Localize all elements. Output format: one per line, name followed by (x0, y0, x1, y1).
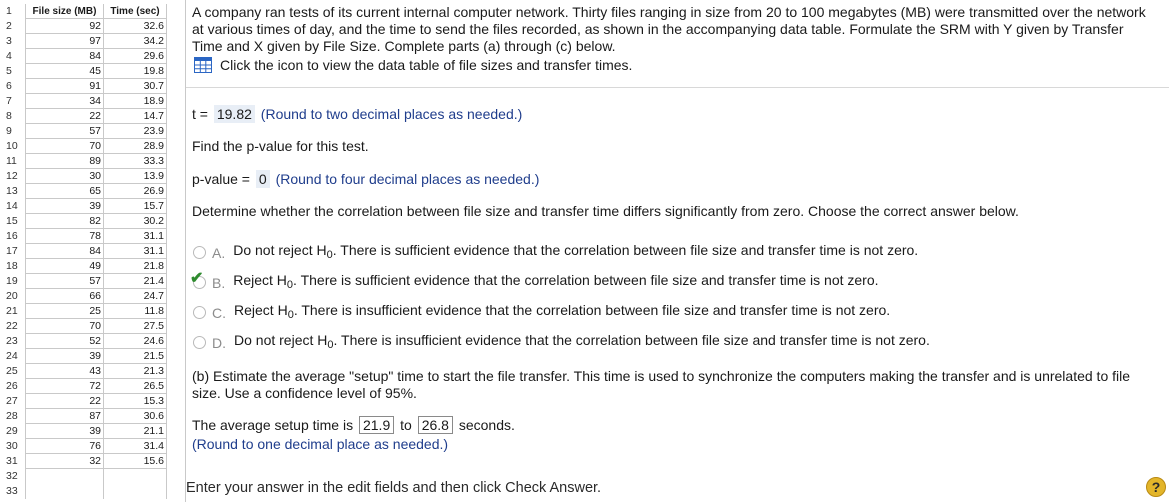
cell-time[interactable]: 34.2 (104, 34, 167, 49)
cell-empty[interactable] (26, 469, 104, 484)
option-letter: D. (212, 334, 226, 351)
row-number: 13 (0, 184, 26, 199)
setup-post: seconds. (458, 417, 515, 433)
cell-file-size[interactable]: 52 (26, 334, 104, 349)
cell-time[interactable]: 28.9 (104, 139, 167, 154)
row-number: 21 (0, 304, 26, 319)
cell-file-size[interactable]: 72 (26, 379, 104, 394)
row-number: 19 (0, 274, 26, 289)
cell-file-size[interactable]: 57 (26, 124, 104, 139)
cell-time[interactable]: 24.6 (104, 334, 167, 349)
row-number: 17 (0, 244, 26, 259)
radio-b-selected[interactable] (190, 270, 206, 289)
option-letter: A. (212, 244, 226, 261)
cell-time[interactable]: 30.6 (104, 409, 167, 424)
option-a[interactable] (193, 241, 918, 264)
option-b[interactable] (190, 270, 879, 294)
row-number: 8 (0, 109, 26, 124)
row-number: 32 (0, 469, 26, 484)
row-number: 4 (0, 49, 26, 64)
cell-file-size[interactable]: 39 (26, 424, 104, 439)
upper-bound-field[interactable]: 26.8 (418, 416, 453, 434)
cell-time[interactable]: 30.2 (104, 214, 167, 229)
row-number: 25 (0, 364, 26, 379)
t-hint: (Round to two decimal places as needed.) (260, 106, 523, 122)
row-number: 28 (0, 409, 26, 424)
cell-file-size[interactable]: 45 (26, 64, 104, 79)
cell-time[interactable]: 21.3 (104, 364, 167, 379)
option-letter: B. (212, 274, 226, 291)
t-answer-field[interactable]: 19.82 (214, 105, 255, 123)
row-number: 9 (0, 124, 26, 139)
cell-empty[interactable] (26, 484, 104, 499)
cell-file-size[interactable]: 76 (26, 439, 104, 454)
sheet-row (0, 184, 186, 199)
cell-file-size[interactable]: 49 (26, 259, 104, 274)
pvalue-label: p-value = (192, 171, 250, 187)
cell-file-size[interactable]: 87 (26, 409, 104, 424)
cell-file-size[interactable]: 89 (26, 154, 104, 169)
data-table-sheet (0, 0, 186, 502)
t-label: t = (192, 106, 208, 122)
row-number: 14 (0, 199, 26, 214)
cell-time[interactable]: 30.7 (104, 79, 167, 94)
sheet-row (0, 364, 186, 379)
row-number: 26 (0, 379, 26, 394)
cell-file-size[interactable]: 82 (26, 214, 104, 229)
pvalue-hint: (Round to four decimal places as needed.) (275, 171, 540, 187)
radio-d[interactable] (193, 336, 206, 349)
setup-to: to (400, 417, 412, 433)
help-button[interactable]: ? (1146, 477, 1166, 497)
cell-time[interactable]: 21.4 (104, 274, 167, 289)
cell-time[interactable]: 26.5 (104, 379, 167, 394)
cell-file-size[interactable]: 25 (26, 304, 104, 319)
cell-time[interactable]: 21.1 (104, 424, 167, 439)
row-number: 10 (0, 139, 26, 154)
cell-file-size[interactable]: 78 (26, 229, 104, 244)
cell-file-size[interactable]: 22 (26, 109, 104, 124)
sheet-row (0, 409, 186, 424)
cell-file-size[interactable]: 30 (26, 169, 104, 184)
cell-file-size[interactable]: 39 (26, 199, 104, 214)
cell-time[interactable]: 26.9 (104, 184, 167, 199)
row-number: 2 (0, 19, 26, 34)
sheet-row (0, 199, 186, 214)
option-text: Reject $H_0$. There is sufficient evidence that the correlation between file size and transfer time is not zero. (233, 272, 879, 291)
correlation-prompt: Determine whether the correlation between file size and transfer time differs significantly from zero. Choose the correct answer below. (192, 203, 1019, 219)
sheet-row (0, 4, 186, 19)
row-number: 5 (0, 64, 26, 79)
sheet-row (0, 334, 186, 349)
sheet-row (0, 469, 186, 484)
pvalue-prompt: Find the p-value for this test. (192, 138, 369, 154)
option-letter: C. (212, 304, 226, 321)
sheet-row (0, 274, 186, 289)
cell-time[interactable]: 27.5 (104, 319, 167, 334)
sheet-row (0, 64, 186, 79)
cell-file-size[interactable]: 39 (26, 349, 104, 364)
footer-instruction: Enter your answer in the edit fields and then click Check Answer. (186, 480, 602, 496)
cell-file-size[interactable]: 43 (26, 364, 104, 379)
option-text: Reject $H_0$. There is insufficient evidence that the correlation between file size and transfer time is not zero. (234, 302, 891, 321)
cell-file-size[interactable]: 97 (26, 34, 104, 49)
row-number: 11 (0, 154, 26, 169)
cell-time[interactable]: 15.7 (104, 199, 167, 214)
sheet-row (0, 379, 186, 394)
row-number: 16 (0, 229, 26, 244)
row-number: 18 (0, 259, 26, 274)
row-number: 15 (0, 214, 26, 229)
section-divider (186, 87, 1169, 88)
header-time[interactable]: Time (sec) (104, 4, 167, 19)
lower-bound-field[interactable]: 21.9 (359, 416, 394, 434)
row-number: 24 (0, 349, 26, 364)
row-number: 33 (0, 484, 26, 499)
data-table-link[interactable] (194, 56, 632, 74)
cell-time[interactable]: 32.6 (104, 19, 167, 34)
sheet-row (0, 229, 186, 244)
sheet-row (0, 169, 186, 184)
row-number: 20 (0, 289, 26, 304)
row-number: 7 (0, 94, 26, 109)
sheet-row (0, 484, 186, 499)
option-c[interactable] (193, 301, 890, 324)
sheet-row (0, 394, 186, 409)
cell-time[interactable]: 21.8 (104, 259, 167, 274)
cell-file-size[interactable]: 70 (26, 139, 104, 154)
sheet-row (0, 49, 186, 64)
cell-time[interactable]: 33.3 (104, 154, 167, 169)
option-text: Do not reject $H_0$. There is sufficient evidence that the correlation between file size and transfer time is not zero. (233, 242, 919, 261)
cell-empty[interactable] (104, 469, 167, 484)
cell-file-size[interactable]: 34 (26, 94, 104, 109)
sheet-row (0, 454, 186, 469)
cell-time[interactable]: 23.9 (104, 124, 167, 139)
pvalue-answer-field[interactable]: 0 (256, 170, 270, 188)
cell-time[interactable]: 31.1 (104, 244, 167, 259)
row-number: 29 (0, 424, 26, 439)
header-file-size[interactable]: File size (MB) (26, 4, 104, 19)
t-statistic-line (192, 105, 522, 123)
cell-time[interactable]: 29.6 (104, 49, 167, 64)
cell-file-size[interactable]: 32 (26, 454, 104, 469)
cell-file-size[interactable]: 84 (26, 49, 104, 64)
sheet-row (0, 94, 186, 109)
radio-a[interactable] (193, 246, 206, 259)
sheet-row (0, 319, 186, 334)
option-text: Do not reject $H_0$. There is insufficient evidence that the correlation between file size and transfer time is not zero. (234, 332, 930, 351)
sheet-row (0, 79, 186, 94)
sheet-row (0, 349, 186, 364)
cell-time[interactable]: 15.6 (104, 454, 167, 469)
cell-time[interactable]: 21.5 (104, 349, 167, 364)
sheet-row (0, 214, 186, 229)
setup-pre: The average setup time is (192, 417, 354, 433)
sheet-row (0, 289, 186, 304)
row-number: 22 (0, 319, 26, 334)
row-number: 6 (0, 79, 26, 94)
sheet-row (0, 244, 186, 259)
question-panel (186, 0, 1169, 502)
sheet-row (0, 19, 186, 34)
cell-file-size[interactable]: 84 (26, 244, 104, 259)
data-table-link-text[interactable]: Click the icon to view the data table of file sizes and transfer times. (220, 57, 633, 73)
cell-time[interactable]: 18.9 (104, 94, 167, 109)
sheet-row (0, 424, 186, 439)
row-number: 30 (0, 439, 26, 454)
cell-time[interactable]: 15.3 (104, 394, 167, 409)
cell-time[interactable]: 13.9 (104, 169, 167, 184)
option-d[interactable] (193, 331, 930, 354)
setup-time-line (192, 416, 515, 434)
cell-file-size[interactable]: 57 (26, 274, 104, 289)
cell-time[interactable]: 31.4 (104, 439, 167, 454)
sheet-row (0, 124, 186, 139)
checkmark-icon: ✔ (190, 270, 204, 287)
cell-empty[interactable] (104, 484, 167, 499)
sheet-row (0, 259, 186, 274)
setup-hint: (Round to one decimal place as needed.) (192, 436, 449, 452)
cell-file-size[interactable]: 65 (26, 184, 104, 199)
cell-time[interactable]: 19.8 (104, 64, 167, 79)
row-number: 3 (0, 34, 26, 49)
sheet-row (0, 109, 186, 124)
row-number: 1 (0, 4, 26, 19)
row-number: 23 (0, 334, 26, 349)
part-b-text: (b) Estimate the average "setup" time to start the file transfer. This time is used to synchronize the computers making the transfer and is unrelated to file size. Use a confidence level of 95%. (192, 368, 1131, 401)
sheet-row (0, 154, 186, 169)
row-number: 12 (0, 169, 26, 184)
cell-file-size[interactable]: 91 (26, 79, 104, 94)
sheet-row (0, 439, 186, 454)
sheet-row (0, 139, 186, 154)
radio-c[interactable] (193, 306, 206, 319)
cell-file-size[interactable]: 70 (26, 319, 104, 334)
sheet-row (0, 34, 186, 49)
cell-time[interactable]: 31.1 (104, 229, 167, 244)
cell-time[interactable]: 24.7 (104, 289, 167, 304)
row-number: 27 (0, 394, 26, 409)
cell-time[interactable]: 11.8 (104, 304, 167, 319)
pvalue-line (192, 170, 539, 188)
table-grid-icon[interactable] (194, 57, 212, 73)
cell-file-size[interactable]: 66 (26, 289, 104, 304)
sheet-row (0, 304, 186, 319)
row-number: 31 (0, 454, 26, 469)
cell-time[interactable]: 14.7 (104, 109, 167, 124)
problem-statement: A company ran tests of its current internal computer network. Thirty files ranging in size from 20 to 100 megabytes (MB) were transmitted over the network at various times of day, and the time to send the files recorded, as shown in the accompanying data table. Formulate the SRM with Y given by Transfer Time and X given by File Size. Complete parts (a) through (c) below. (192, 4, 1146, 54)
cell-file-size[interactable]: 22 (26, 394, 104, 409)
cell-file-size[interactable]: 92 (26, 19, 104, 34)
